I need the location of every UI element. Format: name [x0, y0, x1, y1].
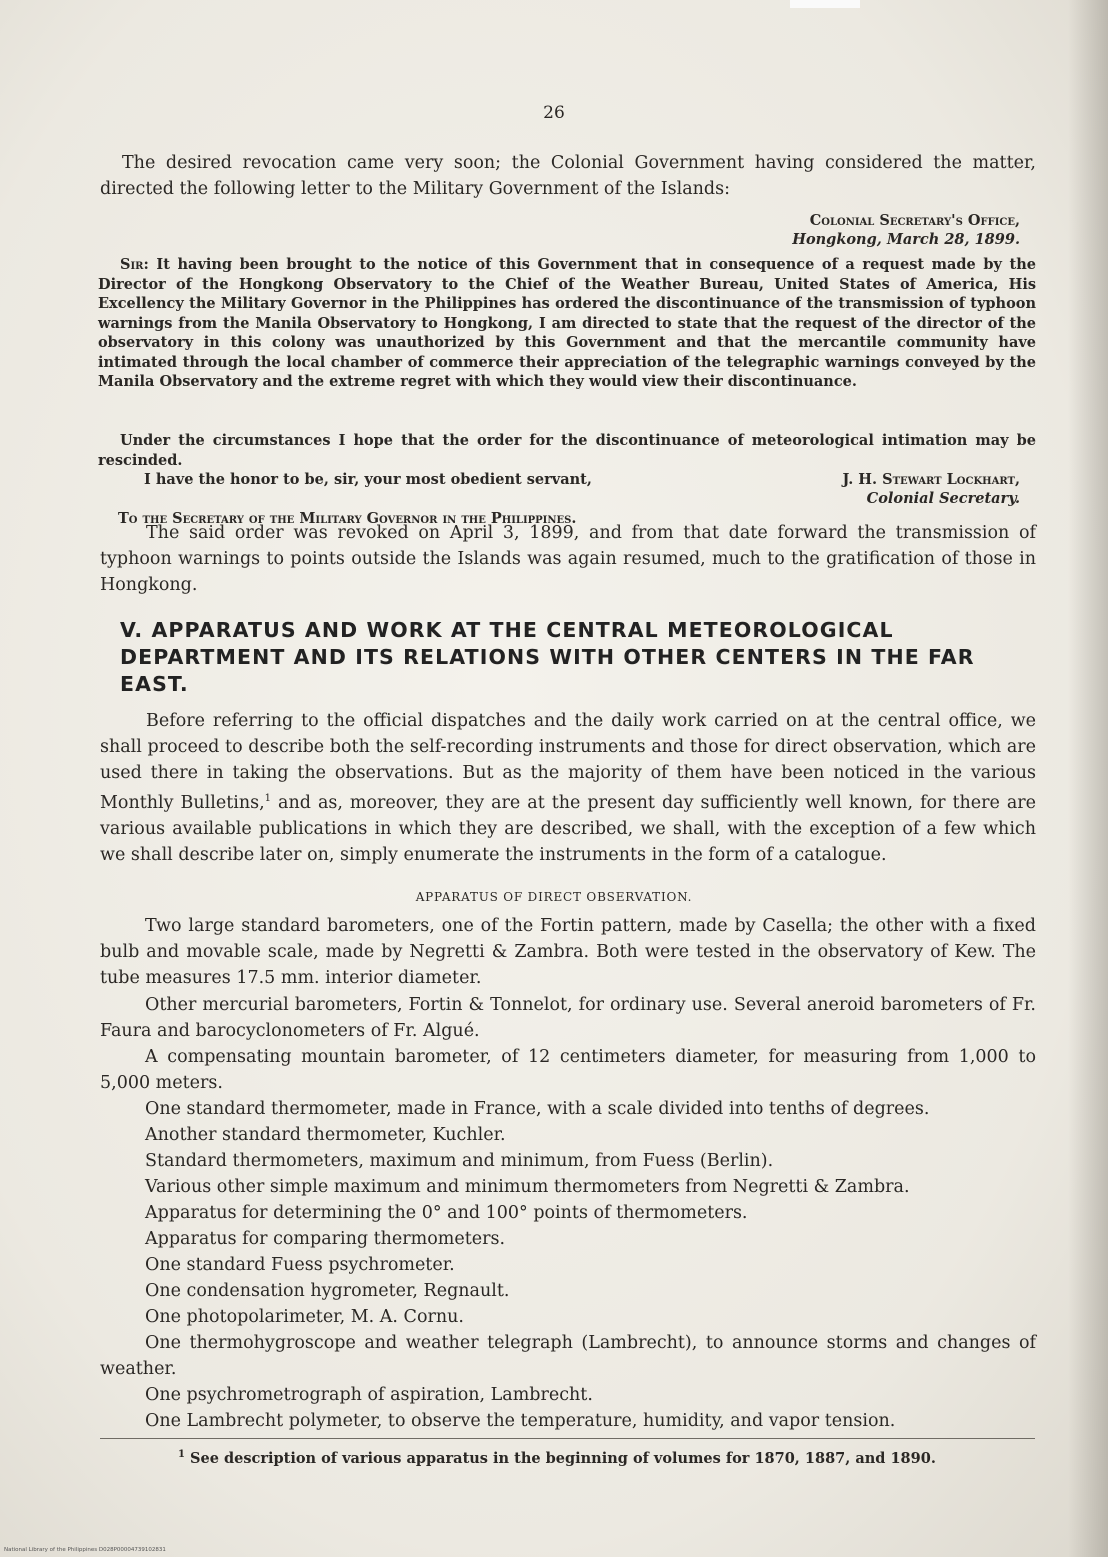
before-referring-paragraph — [100, 708, 1036, 868]
letter-addressee: To the Secretary of the Military Governor in the Philippines. — [118, 510, 577, 527]
footnote-divider — [100, 1438, 1035, 1439]
apparatus-item: One Lambrecht polymeter, to observe the temperature, humidity, and vapor tension. — [145, 1411, 896, 1431]
apparatus-item: One condensation hygrometer, Regnault. — [145, 1281, 510, 1301]
apparatus-item: One photopolarimeter, M. A. Cornu. — [145, 1307, 464, 1327]
apparatus-item: Another standard thermometer, Kuchler. — [145, 1125, 506, 1145]
apparatus-item: One psychrometrograph of aspiration, Lambrecht. — [145, 1385, 593, 1405]
letter-body-2: Under the circumstances I hope that the order for the discontinuance of meteorological intimation may be rescinded. — [98, 432, 1036, 469]
apparatus-item: Various other simple maximum and minimum thermometers from Negretti & Zambra. — [145, 1177, 910, 1197]
apparatus-item: Two large standard barometers, one of the Fortin pattern, made by Casella; the other with a fixed bulb and movable scale, made by Negretti & Zambra. Both were tested in the observatory of Kew. The tube measures 17.5 mm. interior diameter. — [100, 916, 1036, 988]
before-referring-text: Before referring to the official dispatches and the daily work carried on at the central office, we shall proceed to describe both the self-recording instruments and those for direct observation, which are used there in taking the observations. But as the majority of them have been noticed in the various Monthly Bulletins, — [100, 711, 1036, 813]
letter-place-date: Hongkong, March 28, 1899. — [792, 231, 1020, 248]
footnote-text: See description of various apparatus in the beginning of volumes for 1870, 1887, and 1890. — [190, 1449, 936, 1467]
apparatus-item: Apparatus for comparing thermometers. — [145, 1229, 506, 1249]
letter-salutation: Sir: — [120, 256, 149, 273]
letter-body-1-text: It having been brought to the notice of this Government that in consequence of a request made by the Director of the Hongkong Observatory to the Chief of the Weather Bureau, United States of America, His Excellency the Military Governor in the Philippines has ordered the discontinuance of the transmission of typhoon warnings from the Manila Observatory to Hongkong, I am directed to state that the request of the director of the observatory in this colony was unauthorized by this Government and that the mercantile community have intimated through the local chamber of commerce their appreciation of the telegraphic warnings conveyed by the Manila Observatory and the extreme regret with which they would view their discontinuance. — [98, 256, 1036, 390]
intro-paragraph: The desired revocation came very soon; the Colonial Government having considered the matter, directed the following letter to the Military Government of the Islands: — [100, 153, 1036, 199]
letter-signer-title: Colonial Secretary. — [866, 490, 1020, 507]
revocation-paragraph: The said order was revoked on April 3, 1899, and from that date forward the transmission of typhoon warnings to points outside the Islands was again resumed, much to the gratification of those in Hongkong. — [100, 523, 1036, 595]
footnote-marker: 1 — [178, 1449, 185, 1460]
page-number: 26 — [543, 103, 565, 123]
footnote — [178, 1449, 936, 1467]
letter-closing: I have the honor to be, sir, your most obedient servant, — [144, 471, 592, 488]
apparatus-subheading: APPARATUS OF DIRECT OBSERVATION. — [415, 890, 693, 904]
scan-stamp: National Library of the Philippines D028P00004739102831 — [4, 1547, 166, 1553]
apparatus-item: One thermohygroscope and weather telegraph (Lambrecht), to announce storms and changes of weather. — [100, 1333, 1036, 1379]
letter-office: Colonial Secretary's Office, — [809, 212, 1020, 229]
page-edge-shadow — [1068, 0, 1108, 1557]
apparatus-item: Apparatus for determining the 0° and 100° points of thermometers. — [145, 1203, 748, 1223]
footnote-reference: 1 — [264, 793, 272, 804]
apparatus-item: A compensating mountain barometer, of 12 centimeters diameter, for measuring from 1,000 to 5,000 meters. — [100, 1047, 1036, 1093]
section-heading: V. APPARATUS AND WORK AT THE CENTRAL METEOROLOGICAL DEPARTMENT AND ITS RELATIONS WITH OTHER CENTERS IN THE FAR EAST. — [120, 618, 975, 696]
letter-signer: J. H. Stewart Lockhart, — [842, 471, 1020, 488]
apparatus-item: One standard thermometer, made in France, with a scale divided into tenths of degrees. — [145, 1099, 930, 1119]
scan-mark — [790, 0, 860, 8]
letter-body-1 — [98, 255, 1036, 392]
apparatus-item: Standard thermometers, maximum and minimum, from Fuess (Berlin). — [145, 1151, 774, 1171]
apparatus-item: One standard Fuess psychrometer. — [145, 1255, 455, 1275]
apparatus-item: Other mercurial barometers, Fortin & Tonnelot, for ordinary use. Several aneroid barometers of Fr. Faura and barocyclonometers of Fr. Algué. — [100, 995, 1036, 1041]
before-referring-text-rest: and as, moreover, they are at the present day sufficiently well known, for there are various available publications in which they are described, we shall, with the exception of a few which we shall describe later on, simply enumerate the instruments in the form of a catalogue. — [100, 792, 1036, 865]
